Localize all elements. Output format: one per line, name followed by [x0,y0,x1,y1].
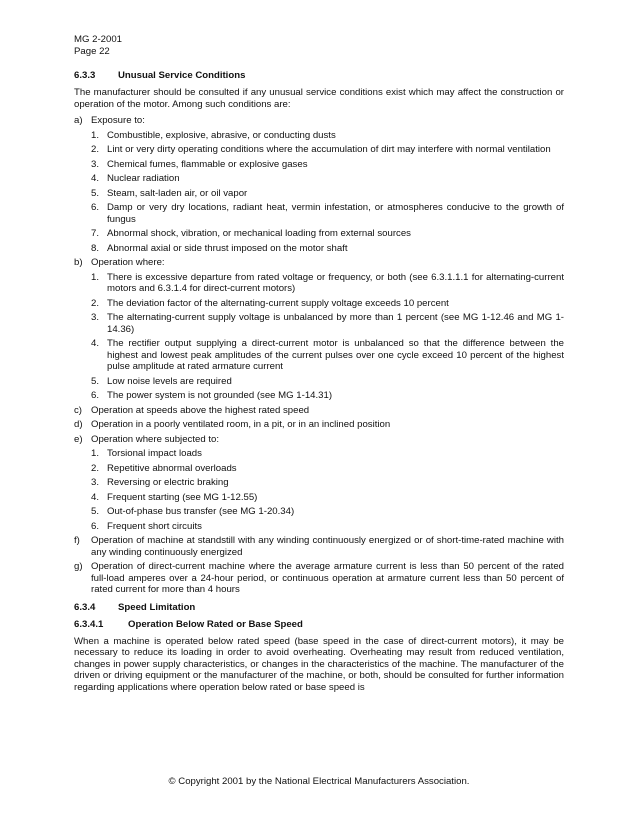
subitem-text: Chemical fumes, flammable or explosive gases [107,158,308,170]
subitem-label: 2. [91,462,100,474]
subitem-text: Steam, salt-laden air, or oil vapor [107,187,248,199]
subitem-text: Abnormal shock, vibration, or mechanical loading from external sources [107,228,411,239]
subitem-label: 4. [91,173,100,184]
condition-subitem [91,312,564,335]
condition-subitem [91,506,564,518]
condition-subitem [91,202,564,225]
subitem-text: Abnormal axial or side thrust imposed on the motor shaft [107,242,348,254]
condition-item [74,405,564,417]
item-label: c) [74,404,82,416]
item-text: Operation in a poorly ventilated room, in a pit, or in an inclined position [91,419,391,430]
condition-subitem [91,173,564,185]
section-number: 6.3.4 [74,601,96,613]
copyright-footer: © Copyright 2001 by the National Electrical Manufacturers Association. [168,776,470,787]
subitem-label: 1. [91,271,100,283]
item-text: Operation of machine at standstill with any winding continuously energized or of short-time-rated machine with any winding continuously energized [91,535,564,558]
subitem-label: 5. [91,187,100,199]
document-id: MG 2-2001 [74,34,122,45]
condition-subitem [91,376,564,388]
subitem-text: Out-of-phase bus transfer (see MG 1-20.34) [107,506,295,517]
conditions-list [74,115,564,596]
item-label: a) [74,115,83,126]
subitem-text: Damp or very dry locations, radiant heat, vermin infestation, or atmospheres conducive to the growth of fungus [107,202,564,225]
subitem-label: 5. [91,506,100,517]
condition-item [74,419,564,431]
subitem-text: The rectifier output supplying a direct-current motor is unbalanced so that the difference between the highest and lowest peak amplitudes of the current pulses over one cycle exceed 10 percent of the highest pulse amplitude at rated armature current [107,338,564,372]
condition-subitem [91,492,564,504]
condition-subitem [91,272,564,295]
item-text: Operation where: [91,257,165,268]
document-page [74,34,564,698]
subitem-label: 3. [91,477,100,488]
subitem-text: The deviation factor of the alternating-current supply voltage exceeds 10 percent [107,297,449,309]
subitem-text: Frequent starting (see MG 1-12.55) [107,491,258,503]
section-heading-6-3-4-1 [74,619,564,631]
condition-item [74,535,564,558]
condition-sublist [91,130,564,255]
subitem-text: Frequent short circuits [107,520,202,532]
subitem-text: Nuclear radiation [107,173,180,184]
condition-subitem [91,521,564,533]
subitem-label: 4. [91,491,100,503]
section-title: Operation Below Rated or Base Speed [128,618,303,630]
item-label: d) [74,419,83,430]
subitem-label: 8. [91,242,100,254]
section-number: 6.3.4.1 [74,618,104,630]
section-title: Speed Limitation [118,601,196,613]
subitem-label: 7. [91,228,100,239]
subitem-label: 1. [91,448,100,459]
subitem-text: Repetitive abnormal overloads [107,462,237,474]
item-label: e) [74,433,83,445]
item-text: Operation at speeds above the highest rated speed [91,404,310,416]
subitem-text: There is excessive departure from rated voltage or frequency, or both (see 6.3.1.1.1 for alternating-current motors and 6.3.1.4 for direct-current motors) [107,271,564,294]
condition-subitem [91,338,564,373]
section-body: When a machine is operated below rated speed (base speed in the case of direct-current motors), it may be necessary to reduce its loading in order to avoid overheating. Overheating may result from reduced ventilation, changes in power supply characteristics, or changes in the characteristics of the machine. The manufacturer of the driven or driving equipment or the manufacturer of the machine, or both, should be consulted for further information regarding applications where operation below rated or base speed is [74,635,564,693]
section-number: 6.3.3 [74,70,96,81]
condition-sublist [91,272,564,402]
condition-subitem [91,243,564,255]
condition-subitem [91,298,564,310]
subitem-label: 1. [91,129,100,141]
subitem-label: 6. [91,520,100,532]
item-label: f) [74,535,80,546]
condition-subitem [91,228,564,240]
subitem-label: 4. [91,338,100,349]
item-label: g) [74,561,83,572]
subitem-label: 6. [91,202,100,213]
item-text: Operation of direct-current machine where the average armature current is less than 50 percent of the rated full-load amperes over a 24-hour period, or continuous operation at armature current less than 50 percent of rated current for more than 4 hours [91,561,564,595]
item-text: Operation where subjected to: [91,433,219,445]
subitem-label: 6. [91,390,100,401]
subitem-label: 3. [91,312,100,323]
subitem-text: Combustible, explosive, abrasive, or conducting dusts [107,129,336,141]
condition-item [74,561,564,596]
item-text: Exposure to: [91,115,145,126]
subitem-text: Lint or very dirty operating conditions where the accumulation of dirt may interfere with normal ventilation [107,144,551,155]
subitem-text: Reversing or electric braking [107,477,229,488]
condition-subitem [91,448,564,460]
page-header [74,34,564,58]
section-intro: The manufacturer should be consulted if any unusual service conditions exist which may affect the construction or operation of the motor. Among such conditions are: [74,87,564,110]
subitem-label: 2. [91,144,100,155]
condition-subitem [91,463,564,475]
condition-subitem [91,159,564,171]
subitem-label: 3. [91,158,100,170]
condition-sublist [91,448,564,532]
subitem-text: The power system is not grounded (see MG 1-14.31) [107,390,333,401]
section-title: Unusual Service Conditions [118,70,246,81]
condition-item [74,257,564,269]
section-heading-6-3-3 [74,70,564,82]
condition-item [74,115,564,127]
item-label: b) [74,257,83,268]
subitem-label: 5. [91,375,100,387]
page-number: Page 22 [74,46,110,57]
condition-subitem [91,477,564,489]
condition-subitem [91,188,564,200]
subitem-label: 2. [91,297,100,309]
condition-subitem [91,130,564,142]
subitem-text: Low noise levels are required [107,375,232,387]
subitem-text: Torsional impact loads [107,448,202,459]
subitem-text: The alternating-current supply voltage is unbalanced by more than 1 percent (see MG 1-12.46 and MG 1-14.36) [107,312,564,335]
condition-item [74,434,564,446]
section-heading-6-3-4 [74,602,564,614]
condition-subitem [91,390,564,402]
condition-subitem [91,144,564,156]
